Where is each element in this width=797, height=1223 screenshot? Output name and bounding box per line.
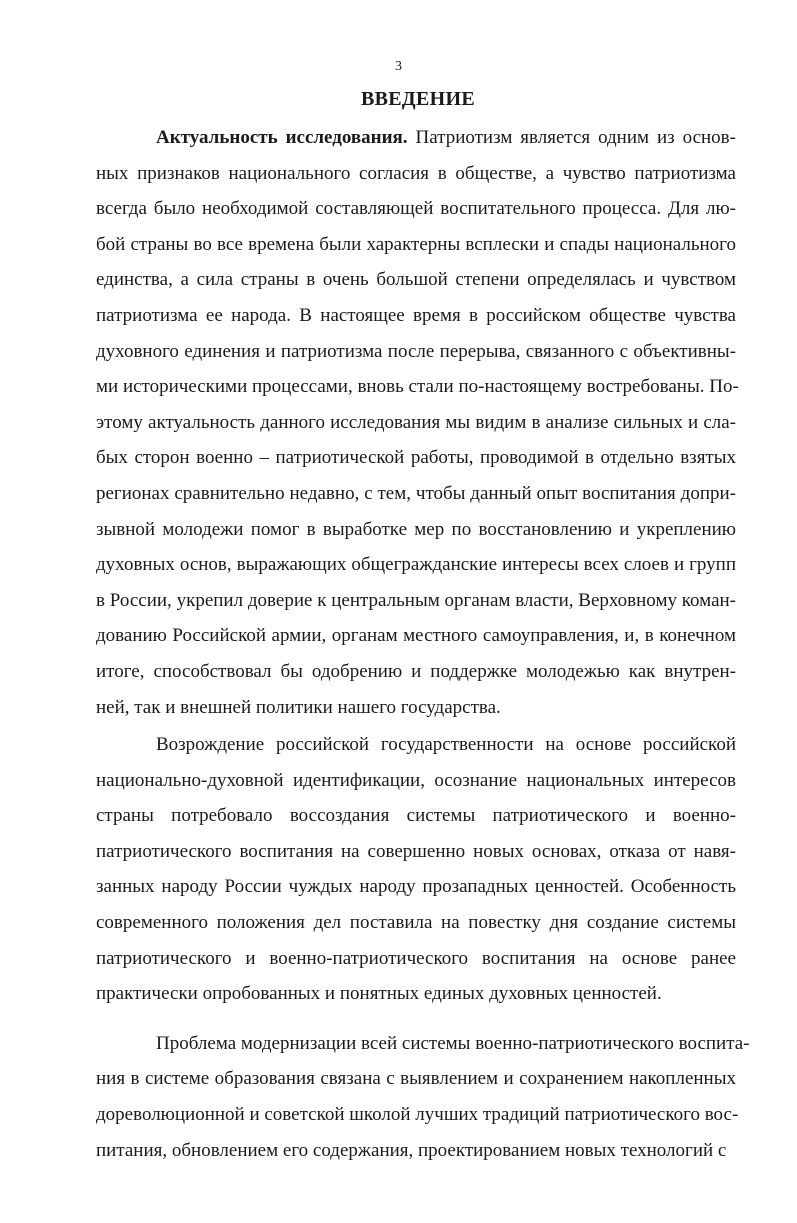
paragraph-1-line xyxy=(96,227,736,263)
line-text: зывной молодежи помог в выработке мер по восстановлению и укреплению xyxy=(96,518,736,540)
line-text: страны потребовало воссоздания системы патриотического и военно- xyxy=(96,805,736,827)
document-body xyxy=(96,120,750,1168)
paragraph-1-line xyxy=(96,583,736,619)
line-text: ных признаков национального согласия в обществе, а чувство патриотизма xyxy=(96,162,736,184)
line-text: патриотического и военно-патриотического воспитания на основе ранее xyxy=(96,947,736,969)
line-text: дованию Российской армии, органам местного самоуправления, и, в конечном xyxy=(96,625,736,647)
line-text: Патриотизм является одним из основ- xyxy=(407,127,736,148)
line-text: духовных основ, выражающих общегражданские интересы всех слоев и групп xyxy=(96,554,736,576)
line-text: единства, а сила страны в очень большой степени определялась и чувством xyxy=(96,269,736,291)
paragraph-2-line xyxy=(96,834,736,870)
line-text: всегда было необходимой составляющей воспитательного процесса. Для лю- xyxy=(96,198,736,220)
line-text: в России, укрепил доверие к центральным органам власти, Верховному коман- xyxy=(96,589,736,611)
paragraph-1-line xyxy=(96,618,736,654)
line-text: патриотического воспитания на совершенно новых основах, отказа от навя- xyxy=(96,840,736,862)
paragraph-1-line xyxy=(96,654,736,690)
line-text: этому актуальность данного исследования мы видим в анализе сильных и сла- xyxy=(96,411,736,433)
paragraph-2-line xyxy=(96,869,736,905)
paragraph-1-line xyxy=(96,369,739,405)
paragraph-1-line xyxy=(96,476,736,512)
line-text: бых сторон военно – патриотической работы, проводимой в отдельно взятых xyxy=(96,447,736,469)
line-text: практически опробованных и понятных единых духовных ценностей. xyxy=(96,983,662,1005)
paragraph-3-line xyxy=(96,1097,739,1133)
line-text: занных народу России чуждых народу прозападных ценностей. Особенность xyxy=(96,876,736,898)
paragraph-3-line xyxy=(96,1061,736,1097)
line-text: ми историческими процессами, вновь стали по-настоящему востребованы. По- xyxy=(96,376,739,398)
page-title: ВВЕДЕНИЕ xyxy=(361,88,475,110)
paragraph-gap xyxy=(96,1012,736,1026)
paragraph-2-line xyxy=(96,905,736,941)
paragraph-3-line xyxy=(96,1026,750,1062)
line-text: ней, так и внешней политики нашего государства. xyxy=(96,696,501,718)
paragraph-2-line xyxy=(96,941,736,977)
line-text: национально-духовной идентификации, осознание национальных интересов xyxy=(96,769,736,791)
line-text: итоге, способствовал бы одобрению и поддержке молодежью как внутрен- xyxy=(96,660,736,682)
line-text: регионах сравнительно недавно, с тем, чтобы данный опыт воспитания допри- xyxy=(96,482,736,504)
paragraph-1-line xyxy=(96,512,736,548)
paragraph-1-line xyxy=(96,262,736,298)
line-text: современного положения дел поставила на повестку дня создание системы xyxy=(96,912,736,934)
paragraph-1-line xyxy=(96,120,736,156)
paragraph-2-line xyxy=(96,798,736,834)
paragraph-1-line xyxy=(96,334,736,370)
paragraph-1-line xyxy=(96,191,736,227)
line-text: дореволюционной и советской школой лучших традиций патриотического вос- xyxy=(96,1104,739,1126)
line-text: Проблема модернизации всей системы военно-патриотического воспита- xyxy=(156,1032,750,1054)
paragraph-1-line xyxy=(96,405,736,441)
paragraph-1-line xyxy=(96,156,736,192)
paragraph-2-line xyxy=(96,763,736,799)
line-text: духовного единения и патриотизма после перерыва, связанного с объективны- xyxy=(96,340,736,362)
paragraph-2-line xyxy=(96,976,736,1012)
line-text: ния в системе образования связана с выявлением и сохранением накопленных xyxy=(96,1068,736,1090)
paragraph-2-line xyxy=(96,727,736,763)
line-text: Возрождение российской государственности на основе российской xyxy=(156,734,736,756)
paragraph-1-line xyxy=(96,690,736,726)
paragraph-lead-heading: Актуальность исследования. xyxy=(156,127,408,148)
page-number: 3 xyxy=(395,59,402,74)
paragraph-3-line xyxy=(96,1133,736,1169)
paragraph-1-line xyxy=(96,298,736,334)
paragraph-1-line xyxy=(96,547,736,583)
line-text: бой страны во все времена были характерны всплески и спады национального xyxy=(96,233,736,255)
paragraph-1-line xyxy=(96,440,736,476)
line-text: питания, обновлением его содержания, проектированием новых технологий с xyxy=(96,1139,727,1161)
line-text: патриотизма ее народа. В настоящее время в российском обществе чувства xyxy=(96,304,736,326)
